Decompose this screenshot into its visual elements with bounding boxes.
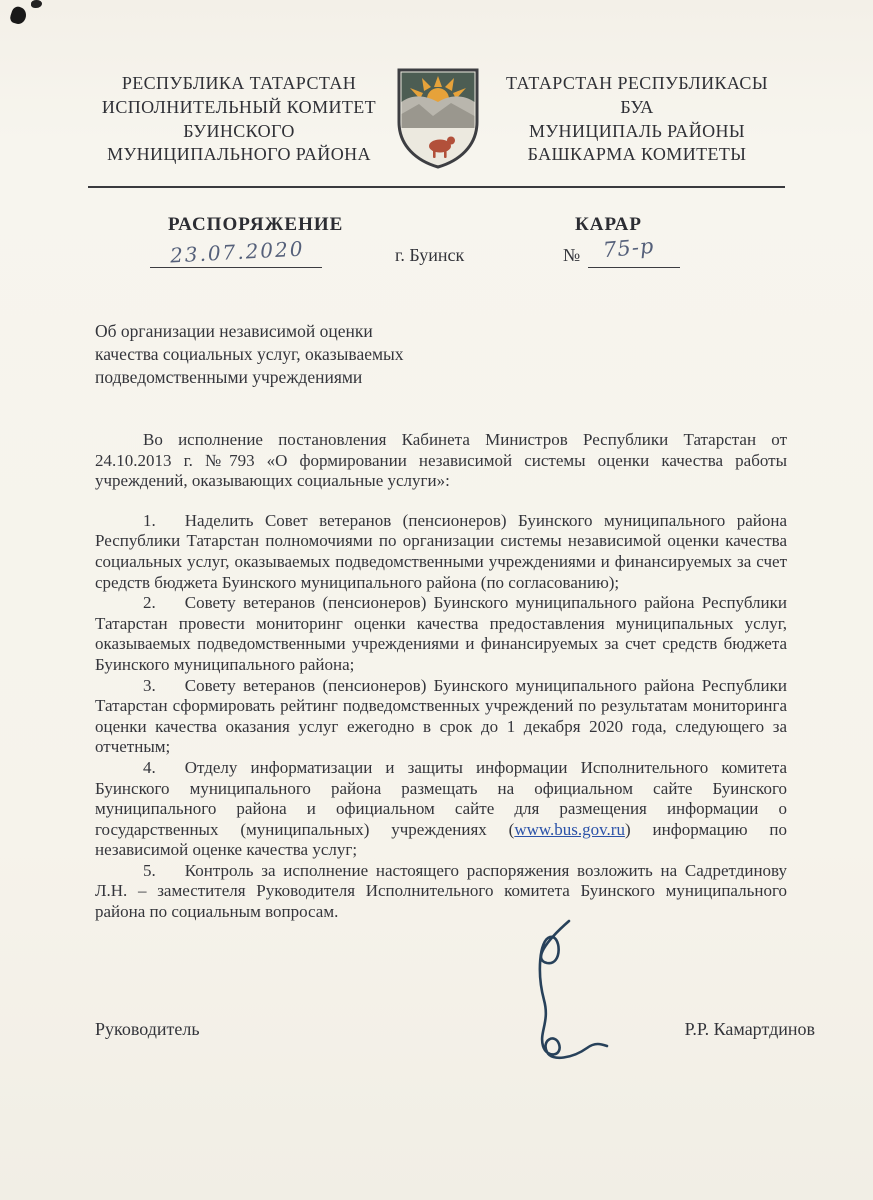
signature-icon <box>503 916 633 1066</box>
signoff-position: Руководитель <box>95 1019 200 1039</box>
subject-line: Об организации независимой оценки <box>95 321 373 341</box>
document-body <box>95 430 787 923</box>
bus-gov-ru-link[interactable]: www.bus.gov.ru <box>514 819 625 839</box>
item-text: ) информацию по независимой оценке качества услуг; <box>95 819 787 860</box>
handwritten-number: 75-р <box>602 233 656 263</box>
item-text: Отделу информатизации и защиты информации Исполнительного комитета Буинского муниципального района размещать на официальном сайте Буинского муниципального района и официальном сайте для размещения информации о государственных (муниципальных) учреждениях ( <box>95 757 787 839</box>
city-label: г. Буинск <box>395 245 465 265</box>
item-number: 1. <box>143 510 156 530</box>
scan-artifact <box>9 5 29 26</box>
scan-artifact <box>31 0 42 8</box>
letterhead-line: МУНИЦИПАЛЬНОГО РАЙОНА <box>107 144 371 165</box>
doc-type-tatar: КАРАР <box>575 214 643 235</box>
letterhead-line: ИСПОЛНИТЕЛЬНЫЙ КОМИТЕТ <box>101 96 377 117</box>
item-text: Контроль за исполнение настоящего распоряжения возложить на Садретдинову Л.Н. – заместителя Руководителя Исполнительного комитета Буинского муниципального района по социальным вопросам. <box>95 860 787 922</box>
item-paragraph-3 <box>95 676 787 758</box>
handwritten-date: 23.07.2020 <box>169 236 306 268</box>
coat-of-arms-icon <box>394 66 482 170</box>
signoff-name: Р.Р. Камартдинов <box>684 1019 815 1039</box>
item-text: Совету ветеранов (пенсионеров) Буинского муниципального района Республики Татарстан сформировать рейтинг подведомственных учреждений по результатам мониторинга оценки качества оказания услуг ежегодно в срок до 1 декабря 2020 года, следующего за отчетным; <box>95 675 787 757</box>
letterhead-line: БУИНСКОГО <box>183 120 295 141</box>
item-paragraph-1 <box>95 511 787 593</box>
divider-line <box>88 186 785 188</box>
subject-block <box>95 320 465 388</box>
letterhead-russian <box>88 72 390 167</box>
item-number: 2. <box>143 593 156 613</box>
letterhead-line: БАШКАРМА КОМИТЕТЫ <box>527 144 747 165</box>
item-number: 5. <box>143 860 156 880</box>
letterhead <box>88 72 788 170</box>
intro-paragraph: Во исполнение постановления Кабинета Министров Республики Татарстан от 24.10.2013 г. №793 «О формировании независимой системы оценки качества работы учреждений, оказывающих социальные услуги»: <box>95 430 787 491</box>
number-sign: № <box>563 245 581 265</box>
doc-type-russian: РАСПОРЯЖЕНИЕ <box>168 214 344 235</box>
letterhead-line: РЕСПУБЛИКА ТАТАРСТАН <box>121 73 357 93</box>
letterhead-tatar <box>486 72 788 167</box>
letterhead-line: БУА <box>620 96 654 117</box>
item-number: 4. <box>143 757 156 777</box>
item-paragraph-4 <box>95 758 787 861</box>
subject-line: качества социальных услуг, оказываемых <box>95 343 404 364</box>
item-number: 3. <box>143 675 156 695</box>
item-paragraph-2 <box>95 593 787 675</box>
item-text: Совету ветеранов (пенсионеров) Буинского муниципального района Республики Татарстан провести мониторинг оценки качества предоставления муниципальных услуг, оказываемых подведомственными учреждениями и финансируемых за счет средств бюджета Буинского муниципального района; <box>95 593 787 674</box>
letterhead-line: ТАТАРСТАН РЕСПУБЛИКАСЫ <box>506 73 768 93</box>
item-text: Наделить Совет ветеранов (пенсионеров) Буинского муниципального района Республики Татарстан полномочиями по организации системы независимой оценки качества социальных услуг, оказываемых подведомственными учреждениями и финансируемых за счет средств бюджета Буинского муниципального района (по согласованию); <box>95 510 787 592</box>
item-paragraph-5 <box>95 861 787 923</box>
letterhead-line: МУНИЦИПАЛЬ РАЙОНЫ <box>529 120 745 141</box>
subject-line: подведомственными учреждениями <box>95 366 363 387</box>
